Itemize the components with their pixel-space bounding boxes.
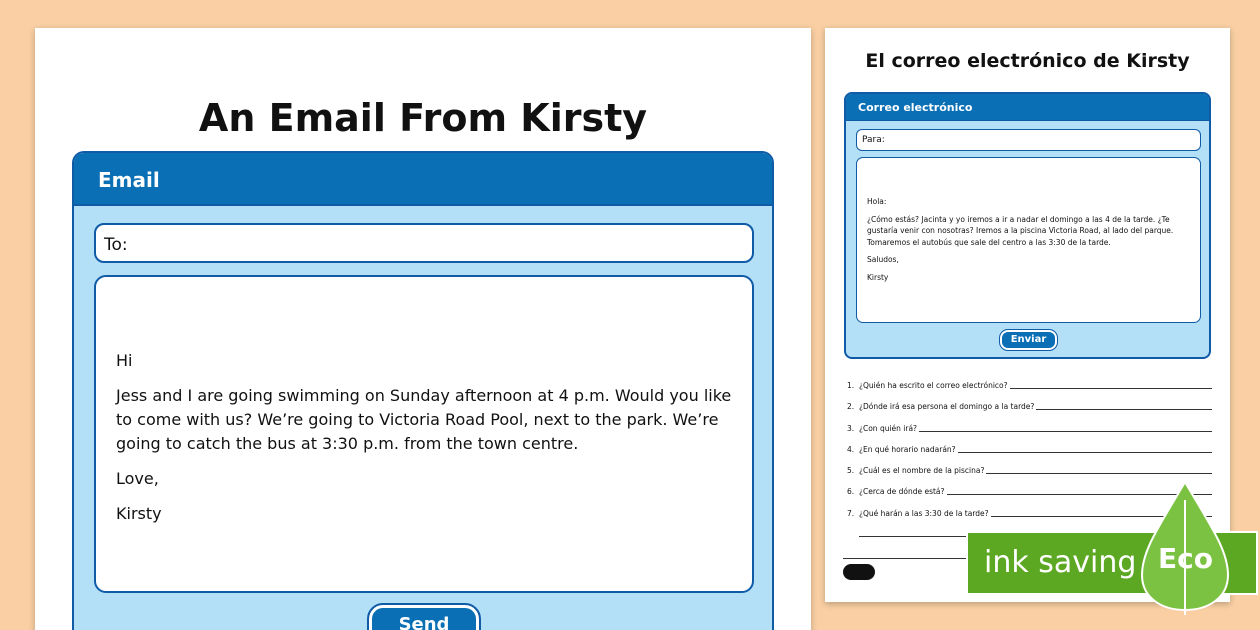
answer-line[interactable] <box>958 445 1212 453</box>
email-name: Kirsty <box>116 504 162 523</box>
to-field[interactable]: Para: <box>856 129 1201 151</box>
answer-line[interactable] <box>1010 381 1212 389</box>
email-message: ¿Cómo estás? Jacinta y yo iremos a ir a nadar el domingo a las 4 de la tarde. ¿Te gustaría venir con nosotras? Iremos a la piscina Victoria Road, al lado del parque. Tomaremos el autobús que sale del centro a las 3:30 de la tarde. <box>867 214 1174 247</box>
email-card <box>844 92 1211 359</box>
answer-line[interactable] <box>1036 402 1212 410</box>
email-name: Kirsty <box>867 272 889 282</box>
email-signoff: Love, <box>116 469 159 488</box>
question-item: 4. ¿En qué horario nadarán? <box>847 445 1212 466</box>
email-greeting: Hi <box>116 351 133 370</box>
eco-label: Eco <box>1158 542 1213 575</box>
question-item: 5. ¿Cuál es el nombre de la piscina? <box>847 466 1212 487</box>
answer-line[interactable] <box>919 424 1212 432</box>
question-item: 1. ¿Quién ha escrito el correo electrónico? <box>847 381 1212 402</box>
to-field[interactable]: To: <box>94 223 754 263</box>
question-item: 7. ¿Qué harán a las 3:30 de la tarde? <box>847 509 1212 530</box>
email-signoff: Saludos, <box>867 255 899 264</box>
send-button[interactable]: Send <box>369 605 479 630</box>
email-message: Jess and I are going swimming on Sunday afternoon at 4 p.m. Would you like to come with us? We’re going to Victoria Road Pool, next to the park. We’re going to catch the bus at 3:30 p.m. from the town centre. <box>116 386 732 453</box>
question-item: 2. ¿Dónde irá esa persona el domingo a la tarde? <box>847 402 1212 423</box>
worksheet-title: An Email From Kirsty <box>198 96 648 140</box>
email-card-header: Correo electrónico <box>846 94 1209 121</box>
question-item: 6. ¿Cerca de dónde está? <box>847 487 1212 508</box>
email-card-header: Email <box>74 153 772 206</box>
send-button[interactable]: Enviar <box>1000 330 1057 350</box>
worksheet-title: El correo electrónico de Kirsty <box>865 50 1190 72</box>
email-body[interactable] <box>856 157 1201 323</box>
footer-divider <box>843 558 968 559</box>
question-item: 3. ¿Con quién irá? <box>847 424 1212 445</box>
email-card <box>72 151 774 630</box>
answer-line[interactable] <box>986 466 1212 474</box>
worksheet-english <box>35 28 811 630</box>
email-body[interactable] <box>94 275 754 593</box>
twinkl-logo-icon <box>843 564 875 580</box>
email-greeting: Hola: <box>867 197 887 206</box>
ink-saving-label: ink saving <box>984 545 1137 580</box>
